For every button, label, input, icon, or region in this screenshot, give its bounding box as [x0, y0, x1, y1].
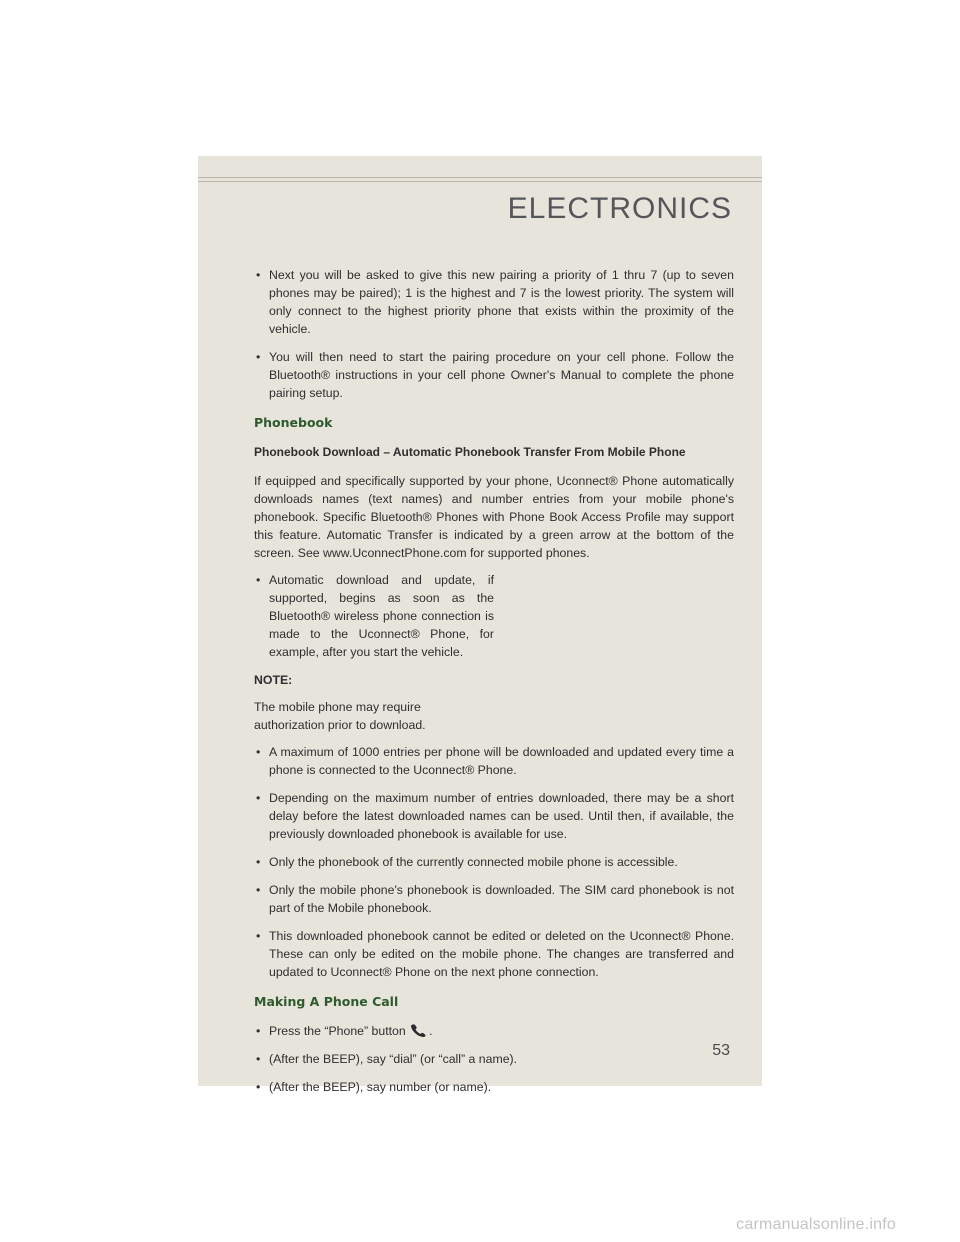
list-item: • Automatic download and update, if supported, begins as soon as the Bluetooth® wireless phone connection is made to the Uconnect® Phone, for example, after you start the vehicle.: [254, 571, 494, 661]
list-item: • This downloaded phonebook cannot be edited or deleted on the Uconnect® Phone. These can only be edited on the mobile phone. The changes are transferred and updated to Uconnect® Phone on the next phone connection.: [254, 927, 734, 981]
list-item: • Depending on the maximum number of entries downloaded, there may be a short delay before the latest downloaded names can be used. Until then, if available, the previously downloaded phonebook is available for use.: [254, 789, 734, 843]
making-call-bullet-list: [254, 1022, 734, 1096]
phonebook-subheading: Phonebook Download – Automatic Phonebook Transfer From Mobile Phone: [254, 445, 686, 459]
note-text: The mobile phone may require authorization prior to download.: [254, 700, 426, 732]
phonebook-bullet-list: [254, 743, 734, 981]
page-number: 53: [712, 1042, 730, 1059]
list-item: • You will then need to start the pairing procedure on your cell phone. Follow the Bluetooth® instructions in your cell phone Owner's Manual to complete the phone pairing setup.: [254, 348, 734, 402]
making-call-heading: Making A Phone Call: [254, 994, 399, 1009]
list-item: • Only the phonebook of the currently connected mobile phone is accessible.: [254, 853, 734, 871]
list-item: • (After the BEEP), say number (or name).: [254, 1078, 734, 1096]
phonebook-paragraph: If equipped and specifically supported by your phone, Uconnect® Phone automatically downloads names (text names) and number entries from your mobile phone's phonebook. Specific Bluetooth® Phones with Phone Book Access Profile may support this feature. Automatic Transfer is indicated by a green arrow at the bottom of the screen. See www.UconnectPhone.com for supported phones.: [254, 474, 734, 560]
manual-page: [198, 156, 762, 1094]
narrow-bullet-list: [254, 571, 494, 661]
page-content: [254, 266, 734, 1106]
note-label: NOTE:: [254, 673, 293, 687]
press-phone-text: Press the “Phone” button: [269, 1024, 406, 1038]
intro-bullet-list: [254, 266, 734, 402]
phonebook-heading: Phonebook: [254, 415, 333, 430]
watermark: carmanualsonline.info: [736, 1216, 896, 1233]
section-title: ELECTRONICS: [507, 192, 732, 225]
list-item: • A maximum of 1000 entries per phone will be downloaded and updated every time a phone is connected to the Uconnect® Phone.: [254, 743, 734, 779]
list-item: [254, 1022, 734, 1040]
header-rule: [198, 177, 762, 182]
list-item: • (After the BEEP), say “dial” (or “call” a name).: [254, 1050, 734, 1068]
list-item: • Only the mobile phone's phonebook is downloaded. The SIM card phonebook is not part of the Mobile phonebook.: [254, 881, 734, 917]
list-item: • Next you will be asked to give this new pairing a priority of 1 thru 7 (up to seven phones may be paired); 1 is the highest and 7 is the lowest priority. The system will only connect to the highest priority phone that exists within the proximity of the vehicle.: [254, 266, 734, 338]
press-suffix: .: [429, 1024, 433, 1038]
phone-icon: [409, 1023, 429, 1037]
